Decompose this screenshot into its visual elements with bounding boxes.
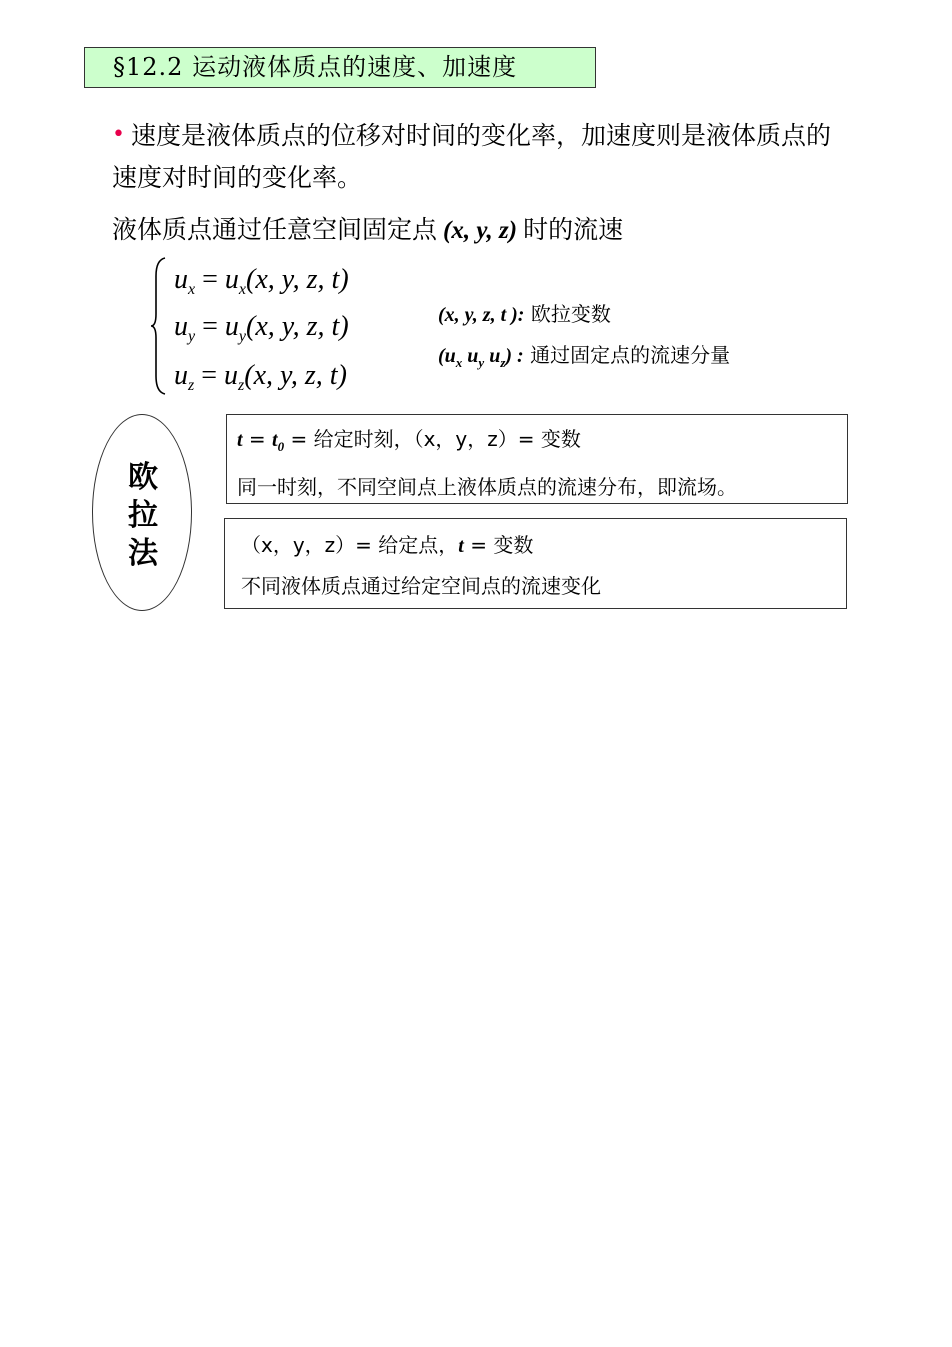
euler-variables-note: (x, y, z, t ): 欧拉变数 [438,302,611,326]
bullet-icon: • [112,122,125,147]
intro-paragraph [112,116,832,198]
euler-method-ellipse [92,414,192,611]
fixed-point-box [224,518,847,609]
left-brace [150,256,166,396]
flow-field-line-1: $t = t_0$ = 给定时刻，（x，y，z）= 变数 [237,427,581,454]
flow-line-prefix: 液体质点通过任意空间固定点 [112,215,438,244]
method-char-1: 欧 [128,460,158,495]
method-char-3: 法 [128,536,158,571]
section-title: §12.2 运动液体质点的速度、加速度 [84,47,596,88]
velocity-components-note: ($u_x$ $u_y$ $u_z$) : 通过固定点的流速分量 [438,343,731,370]
flow-line-coords: (x, y, z) [443,217,518,244]
flow-velocity-line [112,212,623,249]
flow-line-suffix: 时的流速 [523,215,624,244]
equation-ux: $u_x = u_x(x$, y, z, t) [174,264,349,298]
equation-uy: $u_y = u_y(x$, y, z, t) [174,311,349,345]
method-char-2: 拉 [128,498,158,533]
fixed-point-line-1: （x，y，z）= 给定点，t = 变数 [241,533,534,557]
equation-uz: $u_z = u_z(x$, y, z, t) [174,360,347,394]
intro-text: 速度是液体质点的位移对时间的变化率，加速度则是液体质点的速度对时间的变化率。 [112,121,831,192]
flow-field-box [226,414,848,504]
flow-field-line-2: 同一时刻，不同空间点上液体质点的流速分布，即流场。 [237,475,737,499]
fixed-point-line-2: 不同液体质点通过给定空间点的流速变化 [241,574,601,598]
